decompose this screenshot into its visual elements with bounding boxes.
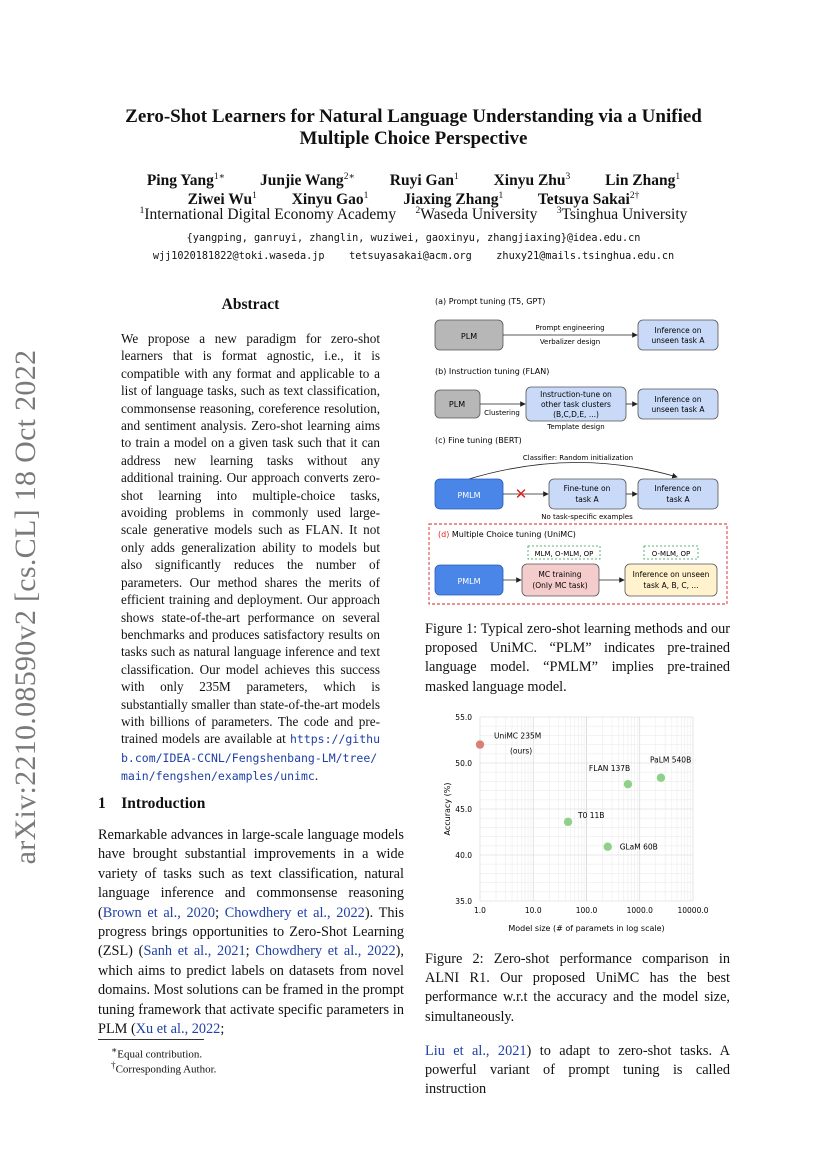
- inference-label: unseen task A: [651, 336, 705, 345]
- point-sublabel: (ours): [510, 746, 533, 756]
- author: Ziwei Wu$^1$: [187, 191, 257, 209]
- tag-label: O-MLM, OP: [651, 550, 691, 558]
- cross-icon: ✕: [514, 485, 528, 503]
- y-axis-label: Accuracy (%): [443, 782, 452, 836]
- chart-points: [476, 732, 691, 852]
- inference-label: Inference on unseen: [632, 570, 710, 579]
- point-label: PaLM 540B: [649, 755, 692, 765]
- figure-1-diagram: [425, 292, 730, 610]
- author: Jiaxing Zhang$^1$: [403, 191, 504, 209]
- point-label: UniMC 235M: [494, 731, 542, 741]
- point-label: FLAN 137B: [588, 764, 631, 774]
- arxiv-sidebar-stamp: arXiv:2210.08590v2 [cs.CL] 18 Oct 2022: [9, 349, 42, 865]
- box-label: (Only MC task): [532, 581, 588, 590]
- panel-d-label: (d) Multiple Choice tuning (UniMC): [438, 530, 576, 539]
- x-tick-label: 1000.0: [626, 906, 653, 915]
- citation-link[interactable]: Xu et al., 2022: [135, 1021, 221, 1038]
- title-line-2: Multiple Choice Perspective: [299, 128, 528, 149]
- abstract-heading: Abstract: [221, 296, 280, 313]
- box-label: Instruction-tune on: [540, 390, 612, 399]
- y-tick-label: 50.0: [455, 759, 472, 768]
- data-point: [564, 818, 572, 826]
- x-axis-label: Model size (# of paramets in log scale): [508, 924, 665, 933]
- box-label: Fine-tune on: [563, 484, 611, 493]
- x-tick-label: 10000.0: [677, 906, 709, 915]
- point-label: GLaM 60B: [619, 842, 658, 852]
- inference-label: task A: [666, 495, 690, 504]
- author: Lin Zhang$^1$: [605, 172, 681, 190]
- footnote-rule: [98, 1039, 204, 1040]
- footnote-equal-contribution: ∗Equal contribution.: [111, 1045, 203, 1061]
- author: Junjie Wang$^{2∗}$: [259, 172, 355, 190]
- x-tick-label: 10.0: [524, 906, 542, 915]
- arrow-label: Clustering: [484, 409, 520, 417]
- arrow-label: Template design: [547, 423, 605, 431]
- panel-c-label: (c) Fine tuning (BERT): [435, 436, 522, 445]
- panel-a-label: (a) Prompt tuning (T5, GPT): [435, 297, 546, 306]
- author: Ping Yang$^{1∗}$: [146, 172, 226, 190]
- point-label: T0 11B: [578, 810, 605, 820]
- y-tick-label: 40.0: [455, 851, 472, 860]
- pmlm-label: PMLM: [457, 577, 481, 586]
- arrow-label: No task-specific examples: [541, 513, 633, 521]
- inference-label: unseen task A: [651, 405, 705, 414]
- panel-b-label: (b) Instruction tuning (FLAN): [435, 367, 550, 376]
- column-2-continuation: Liu et al., 2021) to adapt to zero-shot tasks. A powerful variant of prompt tuning is called instruction: [425, 1043, 730, 1098]
- mc-training-box: [522, 564, 599, 596]
- box-label: (B,C,D,E, ...): [553, 410, 599, 419]
- author: Xinyu Gao$^1$: [291, 191, 369, 209]
- figure-1-caption: Figure 1: Typical zero-shot learning methods and our proposed UniMC. “PLM” indicates pre-trained language model. “PMLM” implies pre-trained masked language model.: [425, 621, 730, 695]
- box-label: other task clusters: [541, 400, 611, 409]
- citation-link[interactable]: Sanh et al., 2021: [143, 943, 246, 960]
- inference-box: [638, 320, 718, 350]
- inference-label: Inference on: [654, 484, 702, 493]
- tag-label: MLM, O-MLM, OP: [534, 550, 594, 558]
- data-point: [476, 740, 484, 748]
- arrow-label: Verbalizer design: [539, 338, 601, 346]
- email-line-2: wjj1020181822@toki.waseda.jp tetsuyasakai@acm.org zhuxy21@mails.tsinghua.edu.cn: [152, 251, 675, 262]
- pmlm-label: PMLM: [457, 491, 481, 500]
- figure-2-scatter-chart: [425, 705, 730, 940]
- inference-label: Inference on: [654, 326, 702, 335]
- y-tick-label: 45.0: [455, 805, 472, 814]
- box-label: MC training: [538, 570, 582, 579]
- footnote-corresponding-author: †Corresponding Author.: [111, 1060, 217, 1076]
- data-point: [624, 780, 632, 788]
- citation-link[interactable]: Chowdhery et al., 2022: [224, 904, 365, 921]
- section-heading-introduction: 1 Introduction: [98, 795, 206, 812]
- x-tick-labels: [474, 906, 709, 915]
- figure-2-caption: Figure 2: Zero-shot performance comparison in ALNI R1. Our proposed UniMC has the best performance w.r.t the accuracy and the model size, simultaneously.: [425, 951, 730, 1025]
- data-point: [603, 843, 611, 851]
- abstract-body: We propose a new paradigm for zero-shot learners that is format agnostic, i.e., it is compatible with any format and applicable to a list of language tasks, such as text classification, commonsense reasoning, coreference resolution, and sentiment analysis. Zero-shot learning aims to train a model on a given task such that it can address new learning tasks without any additional training. Our approach converts zero-shot learning into multiple-choice tasks, avoiding problems in commonly used large-scale generative models such as FLAN. It not only adds generalization ability to models but also significantly reduces the number of parameters. Our method shares the merits of efficient training and deployment. Our approach shows state-of-the-art performance on several benchmarks and produces satisfactory results on tasks such as natural language inference and text classification. Our model achieves this success with only 235M parameters, which is substantially smaller than state-of-the-art models with billions of parameters. The code and pre-trained models are available at https://github.com/IDEA-CCNL/Fengshenbang-LM/tree/main/fengshen/examples/unimc.: [121, 331, 380, 784]
- flow-arrow: [469, 462, 677, 479]
- paper-title: [60, 106, 767, 150]
- author: Ruyi Gan$^1$: [389, 172, 459, 190]
- unimc-inference-box: [625, 564, 717, 596]
- inference-label: task A, B, C, ...: [643, 581, 699, 590]
- y-tick-label: 55.0: [455, 713, 472, 722]
- introduction-paragraph: Remarkable advances in large-scale language models have brought substantial improvements in a wide variety of tasks such as text classification, natural language inference and commonsense reasoning (Brown et al., 2020; Chowdhery et al., 2022). This progress brings opportunities to Zero-Shot Learning (ZSL) (Sanh et al., 2021; Chowdhery et al., 2022), which aims to predict labels on datasets from novel domains. Most solutions can be framed in the prompt tuning framework that activate specific parameters in PLM (Xu et al., 2022;: [98, 827, 405, 1038]
- chart-grid: [480, 717, 693, 901]
- y-tick-labels: [455, 713, 472, 906]
- data-point: [657, 774, 665, 782]
- affiliations: $^1$International Digital Economy Academy $^2$Waseda University $^3$Tsinghua University: [139, 206, 688, 224]
- y-tick-label: 35.0: [455, 897, 472, 906]
- x-tick-label: 1.0: [474, 906, 486, 915]
- citation-link[interactable]: Chowdhery et al., 2022: [255, 943, 396, 960]
- citation-link[interactable]: Liu et al., 2021: [425, 1043, 527, 1059]
- plm-label: PLM: [448, 400, 466, 409]
- box-label: task A: [575, 495, 599, 504]
- title-line-1: Zero-Shot Learners for Natural Language Understanding via a Unified: [125, 106, 702, 127]
- inference-box: [638, 389, 718, 419]
- arrow-label: Classifier: Random initialization: [522, 454, 634, 462]
- inference-label: Inference on: [654, 395, 702, 404]
- plm-label: PLM: [460, 332, 478, 341]
- author: Tetsuya Sakai$^{2\dagger}$: [537, 191, 640, 209]
- arrow-label: Prompt engineering: [535, 324, 605, 332]
- x-tick-label: 100.0: [575, 906, 598, 915]
- code-link[interactable]: https://github.com/IDEA-CCNL/Fengshenbang-LM/tree/main/fengshen/examples/unimc: [121, 732, 380, 784]
- citation-link[interactable]: Brown et al., 2020: [102, 904, 216, 921]
- email-line-1: {yangping, ganruyi, zhanglin, wuziwei, gaoxinyu, zhangjiaxing}@idea.edu.cn: [186, 233, 641, 244]
- author: Xinyu Zhu$^3$: [493, 172, 571, 190]
